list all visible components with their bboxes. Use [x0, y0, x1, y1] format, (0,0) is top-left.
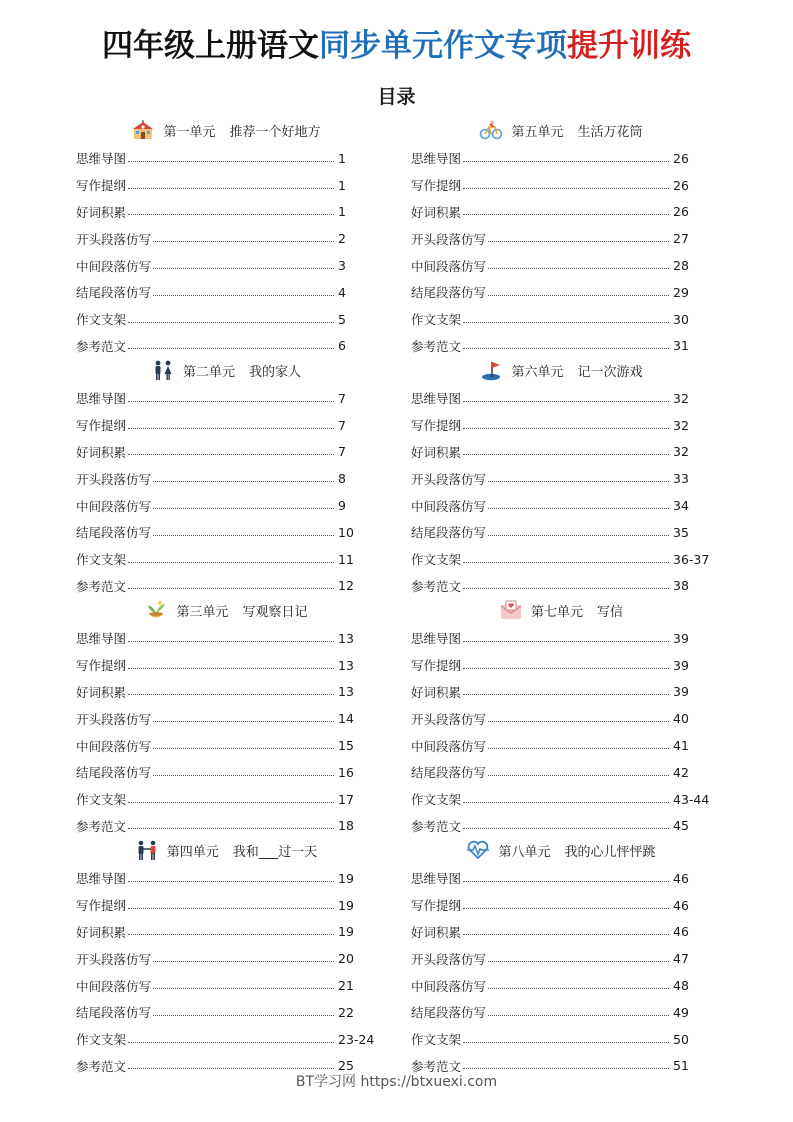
toc-entry-label: 结尾段落仿写 — [76, 525, 152, 541]
toc-entry-label: 开头段落仿写 — [411, 951, 487, 967]
toc-entry-page: 19 — [338, 870, 354, 886]
unit-name: 第五单元 — [511, 124, 564, 140]
toc-entry-label: 思维导图 — [411, 871, 462, 887]
toc-entry-label: 好词积累 — [411, 684, 462, 700]
toc-entry-label: 中间段落仿写 — [76, 498, 152, 514]
toc-entry-label: 作文支架 — [411, 792, 462, 808]
toc-entry-page: 32 — [673, 417, 689, 433]
dot-leader — [463, 908, 669, 909]
toc-entry-label: 开头段落仿写 — [411, 711, 487, 727]
toc-column-right — [411, 115, 711, 1075]
toc-entry[interactable] — [76, 279, 376, 306]
toc-entry[interactable] — [76, 172, 376, 199]
toc-entry-label: 作文支架 — [76, 552, 127, 568]
toc-entry-label: 好词积累 — [411, 924, 462, 940]
toc-entry-page: 2 — [338, 231, 346, 247]
dot-leader — [153, 748, 334, 749]
dot-leader — [463, 322, 669, 323]
toc-entry[interactable] — [76, 892, 376, 919]
toc-entry[interactable] — [76, 732, 376, 759]
dot-leader — [463, 161, 669, 162]
toc-entry-page: 3 — [338, 258, 346, 274]
dot-leader — [463, 802, 669, 803]
unit-topic: 推荐一个好地方 — [229, 124, 321, 140]
toc-entry-page: 29 — [673, 284, 689, 300]
toc-entry-page: 22 — [338, 1004, 354, 1020]
toc-entry-label: 写作提纲 — [411, 418, 462, 434]
toc-unit-section — [411, 355, 711, 595]
toc-entry[interactable] — [411, 679, 711, 706]
dot-leader — [128, 668, 334, 669]
toc-entry-label: 结尾段落仿写 — [411, 765, 487, 781]
toc-entry-label: 好词积累 — [411, 204, 462, 220]
toc-entry-label: 开头段落仿写 — [76, 951, 152, 967]
unit-topic: 生活万花筒 — [577, 124, 643, 140]
toc-entry[interactable] — [411, 919, 711, 946]
toc-entry-label: 思维导图 — [76, 151, 127, 167]
toc-entry-label: 写作提纲 — [411, 178, 462, 194]
toc-entry-page: 30 — [673, 311, 689, 327]
unit-name: 第三单元 — [176, 604, 229, 620]
toc-entry[interactable] — [411, 412, 711, 439]
toc-entry-page: 39 — [673, 684, 689, 700]
toc-entry-page: 28 — [673, 258, 689, 274]
toc-entry[interactable] — [411, 945, 711, 972]
toc-entry[interactable] — [411, 439, 711, 466]
toc-entry-label: 参考范文 — [76, 338, 127, 354]
toc-entry-label: 结尾段落仿写 — [411, 285, 487, 301]
toc-entry-page: 46 — [673, 897, 689, 913]
dot-leader — [488, 775, 669, 776]
toc-entry-page: 7 — [338, 390, 346, 406]
toc-entry-page: 26 — [673, 177, 689, 193]
toc-entry[interactable] — [411, 732, 711, 759]
toc-entry-page: 18 — [338, 818, 354, 834]
dot-leader — [488, 508, 669, 509]
dot-leader — [488, 748, 669, 749]
flag-icon — [479, 359, 503, 381]
toc-entry-label: 思维导图 — [76, 871, 127, 887]
toc-entry[interactable] — [76, 625, 376, 652]
unit-header — [76, 835, 376, 865]
toc-entry[interactable] — [76, 972, 376, 999]
toc-entry[interactable] — [76, 412, 376, 439]
toc-entry-page: 36-37 — [673, 551, 710, 567]
toc-entry[interactable] — [76, 145, 376, 172]
toc-entry-page: 1 — [338, 177, 346, 193]
toc-entry[interactable] — [76, 546, 376, 573]
dot-leader — [128, 214, 334, 215]
toc-entry[interactable] — [411, 625, 711, 652]
toc-entry[interactable] — [411, 786, 711, 813]
unit-header — [411, 595, 711, 625]
dot-leader — [128, 828, 334, 829]
toc-entry[interactable] — [76, 786, 376, 813]
dot-leader — [153, 961, 334, 962]
toc-entry-label: 参考范文 — [76, 578, 127, 594]
toc-entry-label: 参考范文 — [76, 1058, 127, 1074]
dot-leader — [128, 1068, 334, 1069]
toc-entry-label: 思维导图 — [411, 631, 462, 647]
toc-entry-label: 好词积累 — [76, 444, 127, 460]
unit-header — [411, 355, 711, 385]
toc-unit-section — [76, 835, 376, 1075]
dot-leader — [128, 161, 334, 162]
toc-entry-label: 作文支架 — [411, 552, 462, 568]
toc-entry-label: 参考范文 — [411, 818, 462, 834]
title-part-topic: 同步单元作文专项 — [319, 28, 567, 64]
page-title — [0, 26, 793, 66]
toc-unit-section — [76, 355, 376, 595]
dot-leader — [128, 348, 334, 349]
toc-entry-page: 23-24 — [338, 1031, 375, 1047]
toc-entry-label: 中间段落仿写 — [411, 738, 487, 754]
dot-leader — [128, 322, 334, 323]
toc-unit-section — [411, 115, 711, 355]
unit-header — [76, 595, 376, 625]
dot-leader — [488, 481, 669, 482]
unit-header — [411, 835, 711, 865]
toc-entry-label: 写作提纲 — [76, 418, 127, 434]
toc-entry[interactable] — [411, 199, 711, 226]
toc-entry-label: 中间段落仿写 — [411, 498, 487, 514]
toc-entry-page: 16 — [338, 764, 354, 780]
unit-topic: 我的心儿怦怦跳 — [564, 844, 656, 860]
dot-leader — [463, 348, 669, 349]
toc-entry-page: 45 — [673, 818, 689, 834]
toc-entry[interactable] — [411, 492, 711, 519]
toc-entry-label: 作文支架 — [76, 312, 127, 328]
toc-entry-page: 15 — [338, 738, 354, 754]
dot-leader — [153, 535, 334, 536]
unit-name: 第四单元 — [166, 844, 219, 860]
toc-entry-label: 写作提纲 — [76, 658, 127, 674]
unit-name: 第二单元 — [182, 364, 235, 380]
dot-leader — [128, 401, 334, 402]
toc-entry[interactable] — [411, 652, 711, 679]
toc-entry[interactable] — [76, 306, 376, 333]
dot-leader — [463, 828, 669, 829]
unit-name: 第七单元 — [530, 604, 583, 620]
toc-entry[interactable] — [411, 865, 711, 892]
toc-entry-page: 13 — [338, 630, 354, 646]
toc-entry-label: 结尾段落仿写 — [76, 285, 152, 301]
toc-entry-page: 27 — [673, 231, 689, 247]
toc-entry-label: 作文支架 — [76, 1032, 127, 1048]
toc-entry[interactable] — [411, 999, 711, 1026]
toc-entry[interactable] — [76, 705, 376, 732]
toc-entry-page: 4 — [338, 284, 346, 300]
toc-entry-label: 好词积累 — [76, 684, 127, 700]
toc-entry-label: 开头段落仿写 — [76, 711, 152, 727]
dot-leader — [128, 588, 334, 589]
toc-unit-section — [411, 835, 711, 1075]
toc-entry-page: 19 — [338, 924, 354, 940]
toc-entry[interactable] — [76, 439, 376, 466]
toc-entry-page: 38 — [673, 578, 689, 594]
toc-entry-label: 写作提纲 — [411, 658, 462, 674]
dot-leader — [153, 508, 334, 509]
toc-entry-label: 作文支架 — [76, 792, 127, 808]
dot-leader — [128, 428, 334, 429]
toc-entry-page: 34 — [673, 498, 689, 514]
toc-entry-page: 12 — [338, 578, 354, 594]
toc-entry-label: 参考范文 — [411, 1058, 462, 1074]
unit-header — [411, 115, 711, 145]
toc-entry-label: 好词积累 — [76, 204, 127, 220]
bicycle-icon — [479, 119, 503, 141]
dot-leader — [488, 721, 669, 722]
dot-leader — [488, 268, 669, 269]
toc-entry-label: 开头段落仿写 — [76, 471, 152, 487]
dot-leader — [128, 454, 334, 455]
toc-entry[interactable] — [76, 385, 376, 412]
toc-entry-label: 中间段落仿写 — [76, 978, 152, 994]
toc-entry[interactable] — [76, 652, 376, 679]
toc-entry[interactable] — [411, 385, 711, 412]
toc-entry-page: 6 — [338, 338, 346, 354]
toc-column-left — [76, 115, 376, 1075]
toc-entry-page: 33 — [673, 471, 689, 487]
unit-topic: 我和___过一天 — [232, 844, 318, 860]
dot-leader — [128, 641, 334, 642]
dot-leader — [153, 481, 334, 482]
unit-header — [76, 355, 376, 385]
toc-entry-page: 20 — [338, 951, 354, 967]
toc-entry-label: 参考范文 — [76, 818, 127, 834]
toc-entry[interactable] — [411, 306, 711, 333]
dot-leader — [488, 988, 669, 989]
dot-leader — [463, 1068, 669, 1069]
unit-name: 第一单元 — [163, 124, 216, 140]
toc-unit-section — [76, 595, 376, 835]
unit-topic: 写信 — [597, 604, 624, 620]
toc-entry-label: 作文支架 — [411, 1032, 462, 1048]
footer-watermark: BT学习网 https://btxuexi.com — [295, 1074, 498, 1090]
toc-entry-page: 39 — [673, 630, 689, 646]
dot-leader — [463, 214, 669, 215]
toc-entry[interactable] — [411, 225, 711, 252]
toc-entry-label: 开头段落仿写 — [411, 231, 487, 247]
toc-entry-page: 42 — [673, 764, 689, 780]
toc-entry-label: 中间段落仿写 — [76, 258, 152, 274]
toc-entry[interactable] — [411, 279, 711, 306]
toc-entry[interactable] — [76, 999, 376, 1026]
dot-leader — [463, 641, 669, 642]
toc-entry-page: 32 — [673, 444, 689, 460]
dot-leader — [463, 188, 669, 189]
dot-leader — [488, 961, 669, 962]
toc-entry[interactable] — [76, 492, 376, 519]
toc-entry[interactable] — [411, 759, 711, 786]
toc-entry-label: 作文支架 — [411, 312, 462, 328]
dot-leader — [128, 562, 334, 563]
dot-leader — [153, 295, 334, 296]
toc-entry-label: 结尾段落仿写 — [411, 1005, 487, 1021]
toc-entry-page: 26 — [673, 204, 689, 220]
toc-entry-label: 思维导图 — [411, 391, 462, 407]
toc-entry-label: 参考范文 — [411, 338, 462, 354]
dot-leader — [128, 881, 334, 882]
title-part-grade: 四年级上册语文 — [102, 28, 319, 64]
dot-leader — [128, 908, 334, 909]
toc-entry-page: 21 — [338, 978, 354, 994]
toc-heading: 目录 — [377, 86, 416, 108]
toc-entry-label: 中间段落仿写 — [76, 738, 152, 754]
toc-entry[interactable] — [411, 546, 711, 573]
toc-entry-page: 35 — [673, 524, 689, 540]
unit-name: 第六单元 — [511, 364, 564, 380]
dot-leader — [488, 295, 669, 296]
unit-name: 第八单元 — [498, 844, 551, 860]
toc-entry-page: 5 — [338, 311, 346, 327]
dot-leader — [153, 988, 334, 989]
toc-entry-page: 26 — [673, 150, 689, 166]
toc-entry-page: 13 — [338, 684, 354, 700]
toc-entry-page: 43-44 — [673, 791, 710, 807]
toc-entry-page: 51 — [673, 1058, 689, 1074]
dot-leader — [463, 881, 669, 882]
toc-entry[interactable] — [411, 1026, 711, 1053]
toc-entry-page: 17 — [338, 791, 354, 807]
title-part-training: 提升训练 — [567, 28, 691, 64]
dot-leader — [488, 535, 669, 536]
toc-entry[interactable] — [76, 1026, 376, 1053]
toc-entry-page: 48 — [673, 978, 689, 994]
toc-entry-label: 写作提纲 — [411, 898, 462, 914]
toc-entry-label: 结尾段落仿写 — [76, 765, 152, 781]
toc-entry-page: 13 — [338, 657, 354, 673]
toc-entry[interactable] — [411, 172, 711, 199]
dot-leader — [153, 1015, 334, 1016]
toc-entry-page: 39 — [673, 657, 689, 673]
toc-entry-page: 14 — [338, 711, 354, 727]
toc-entry-page: 32 — [673, 390, 689, 406]
toc-entry[interactable] — [76, 225, 376, 252]
plant-icon — [144, 599, 168, 621]
toc-entry-label: 好词积累 — [411, 444, 462, 460]
toc-entry-label: 中间段落仿写 — [411, 978, 487, 994]
toc-entry-page: 41 — [673, 738, 689, 754]
toc-entry[interactable] — [76, 679, 376, 706]
toc-entry-label: 写作提纲 — [76, 898, 127, 914]
toc-entry-label: 开头段落仿写 — [76, 231, 152, 247]
toc-entry-label: 思维导图 — [76, 631, 127, 647]
unit-topic: 我的家人 — [249, 364, 302, 380]
dot-leader — [153, 268, 334, 269]
envelope-icon — [499, 599, 523, 621]
toc-entry[interactable] — [411, 892, 711, 919]
dot-leader — [153, 241, 334, 242]
toc-unit-section — [411, 595, 711, 835]
dot-leader — [463, 668, 669, 669]
toc-entry-label: 参考范文 — [411, 578, 462, 594]
dot-leader — [463, 1042, 669, 1043]
unit-topic: 记一次游戏 — [577, 364, 643, 380]
toc-entry-page: 8 — [338, 471, 346, 487]
dot-leader — [488, 241, 669, 242]
unit-header — [76, 115, 376, 145]
toc-entry-label: 思维导图 — [76, 391, 127, 407]
dot-leader — [128, 1042, 334, 1043]
toc-entry[interactable] — [76, 465, 376, 492]
toc-entry[interactable] — [76, 759, 376, 786]
toc-entry[interactable] — [411, 252, 711, 279]
toc-entry-page: 9 — [338, 498, 346, 514]
toc-entry-label: 开头段落仿写 — [411, 471, 487, 487]
toc-entry-page: 10 — [338, 524, 354, 540]
toc-entry-page: 19 — [338, 897, 354, 913]
toc-entry-label: 结尾段落仿写 — [411, 525, 487, 541]
toc-unit-section — [76, 115, 376, 355]
toc-entry-page: 11 — [338, 551, 354, 567]
toc-entry-label: 好词积累 — [76, 924, 127, 940]
toc-entry-page: 1 — [338, 150, 346, 166]
toc-entry-page: 49 — [673, 1004, 689, 1020]
toc-entry-page: 46 — [673, 924, 689, 940]
dot-leader — [128, 188, 334, 189]
dot-leader — [463, 401, 669, 402]
toc-entry[interactable] — [76, 519, 376, 546]
toc-entry-page: 40 — [673, 711, 689, 727]
dot-leader — [128, 802, 334, 803]
dot-leader — [463, 934, 669, 935]
dot-leader — [128, 694, 334, 695]
toc-entry-page: 25 — [338, 1058, 354, 1074]
toc-entry[interactable] — [411, 465, 711, 492]
toc-entry-page: 7 — [338, 417, 346, 433]
dot-leader — [463, 588, 669, 589]
dot-leader — [488, 1015, 669, 1016]
dot-leader — [153, 775, 334, 776]
toc-entry-page: 47 — [673, 951, 689, 967]
dot-leader — [153, 721, 334, 722]
family-icon — [151, 359, 175, 381]
toc-entry[interactable] — [76, 865, 376, 892]
toc-entry-label: 结尾段落仿写 — [76, 1005, 152, 1021]
toc-entry-page: 46 — [673, 870, 689, 886]
people-icon — [135, 839, 159, 861]
toc-entry[interactable] — [411, 145, 711, 172]
dot-leader — [463, 428, 669, 429]
dot-leader — [128, 934, 334, 935]
heartbeat-icon — [466, 839, 490, 861]
toc-entry[interactable] — [411, 519, 711, 546]
toc-entry-page: 1 — [338, 204, 346, 220]
school-icon — [131, 119, 155, 141]
unit-topic: 写观察日记 — [242, 604, 308, 620]
toc-entry[interactable] — [76, 252, 376, 279]
toc-entry[interactable] — [76, 919, 376, 946]
toc-entry-label: 思维导图 — [411, 151, 462, 167]
toc-entry-page: 7 — [338, 444, 346, 460]
toc-entry[interactable] — [411, 705, 711, 732]
toc-entry-label: 中间段落仿写 — [411, 258, 487, 274]
toc-entry[interactable] — [411, 972, 711, 999]
toc-entry-page: 31 — [673, 338, 689, 354]
dot-leader — [463, 694, 669, 695]
toc-entry-page: 50 — [673, 1031, 689, 1047]
toc-entry-label: 写作提纲 — [76, 178, 127, 194]
dot-leader — [463, 454, 669, 455]
toc-entry[interactable] — [76, 945, 376, 972]
dot-leader — [463, 562, 669, 563]
toc-entry[interactable] — [76, 199, 376, 226]
